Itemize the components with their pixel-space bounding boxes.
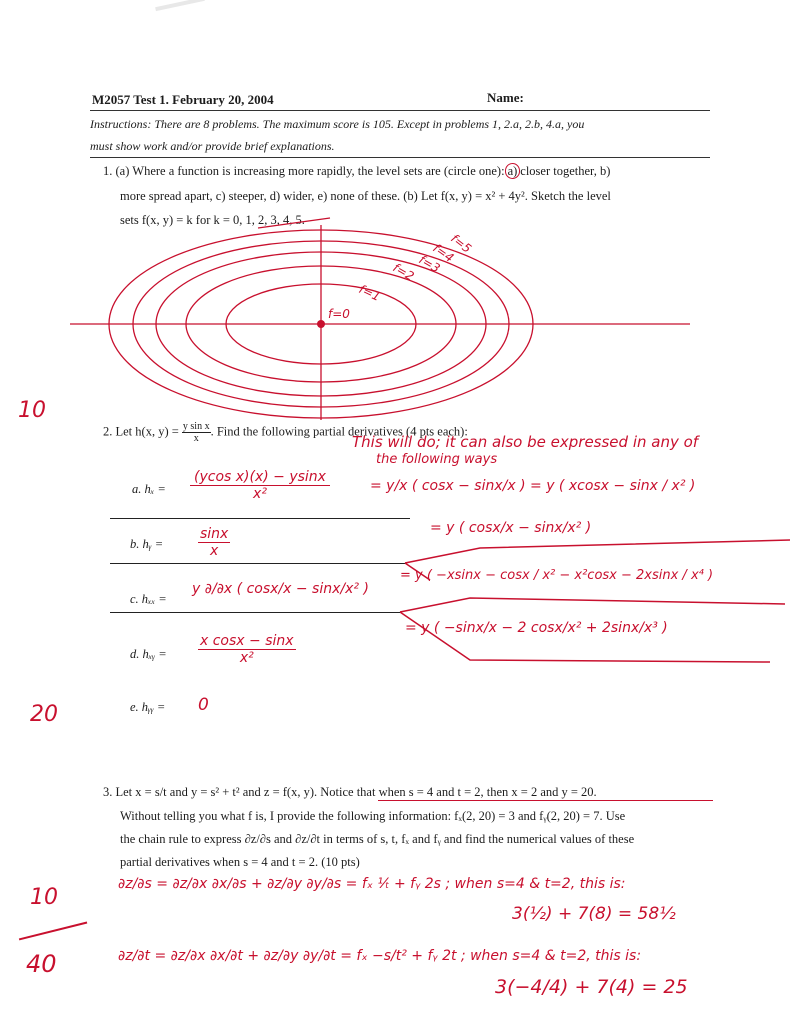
part-a-label: a. hₓ = (132, 482, 166, 496)
label-f1: f=1 (356, 282, 383, 304)
alt-form-a: = y/x ( cosx − sinx/x ) = y ( xcosx − sinx / x² ) (370, 478, 696, 494)
alt-form-c: = y ( −xsinx − cosx / x² − x²cosx − 2xsinx / x⁴ ) (400, 568, 714, 583)
name-label: Name: (487, 90, 524, 105)
problem2-intro-post: . Find the following partial derivatives (4 pts each): (210, 424, 468, 439)
problem2-intro-pre: 2. Let h(x, y) = (103, 424, 179, 439)
alt-form-d: = y ( −sinx/x − 2 cosx/x² + 2sinx/x³ ) (405, 620, 668, 636)
label-f2: f=2 (390, 260, 417, 284)
part-d-num: x cosx − sinx (200, 633, 294, 649)
note-line1: This will do; it can also be expressed in any of (352, 433, 699, 451)
result-dz-dt: 3(−4/4) + 7(4) = 25 (495, 976, 688, 998)
part-c-answer: y ∂/∂x ( cosx/x − sinx/x² ) (192, 581, 369, 597)
part-e-answer: 0 (198, 695, 209, 715)
part-a-num: (ycos x)(x) − ysinx (190, 469, 330, 486)
alt-form-b: = y ( cosx/x − sinx/x² ) (430, 520, 592, 536)
part-c-rule (110, 612, 400, 613)
test-title: M2057 Test 1. February 20, 2004 (92, 92, 274, 107)
part-b-label: b. hᵧ = (130, 537, 164, 551)
problem1-line1-text: 1. (a) Where a function is increasing more rapidly, the level sets are (circle one): (103, 164, 505, 178)
part-d-label: d. hₓᵧ = (130, 647, 167, 661)
problem3-line3: the chain rule to express ∂z/∂s and ∂z/∂t in terms of s, t, fₓ and fᵧ and find the numerical values of these (120, 832, 635, 846)
part-c-label: c. hₓₓ = (130, 592, 167, 606)
problem1-line1-text-b: closer together, b) (520, 164, 611, 178)
problem3-line2: Without telling you what f is, I provide the following information: fₓ(2, 20) = 3 and fᵧ(2, 20) = 7. Use (120, 809, 626, 823)
score-total: 40 (26, 950, 57, 978)
score-problem2: 20 (30, 702, 58, 727)
problem1-line3: sets f(x, y) = k for k = 0, 1, 2, 3, 4, 5. (120, 213, 305, 227)
part-d-den: x² (239, 650, 254, 666)
score-problem3: 10 (30, 885, 58, 910)
part-b-num: sinx (200, 526, 229, 542)
circled-choice-a: a) (505, 163, 521, 179)
work-dz-ds: ∂z/∂s = ∂z/∂x ∂x/∂s + ∂z/∂y ∂y/∂s = fₓ ¹⁄ₜ + fᵧ 2s ; when s=4 & t=2, this is: (118, 876, 626, 892)
label-f4: f=4 (430, 240, 457, 266)
instructions-line2: must show work and/or provide brief explanations. (90, 139, 335, 153)
problem3-line1: 3. Let x = s/t and y = s² + t² and z = f(x, y). Notice that when s = 4 and t = 2, then x = 2 and y = 20. (103, 785, 597, 799)
part-a-den: x² (253, 486, 267, 502)
frac-num: y sin x (182, 421, 210, 432)
work-dz-dt: ∂z/∂t = ∂z/∂x ∂x/∂t + ∂z/∂y ∂y/∂t = fₓ −s/t² + fᵧ 2t ; when s=4 & t=2, this is: (118, 948, 642, 964)
part-b-den: x (210, 543, 219, 559)
label-f3: f=3 (416, 252, 443, 276)
note-line2: the following ways (376, 452, 498, 467)
part-d-answer (198, 633, 296, 666)
problem1-line2: more spread apart, c) steeper, d) wider, e) none of these. (b) Let f(x, y) = x² + 4y². Sketch the level (120, 189, 611, 203)
problem3-line4: partial derivatives when s = 4 and t = 2. (10 pts) (120, 855, 360, 869)
label-f5: f=5 (448, 231, 475, 256)
score-problem1: 10 (18, 398, 46, 423)
result-dz-ds: 3(½) + 7(8) = 58½ (512, 904, 676, 924)
part-e-label: e. hᵧᵧ = (130, 700, 166, 714)
label-f0: f=0 (328, 307, 350, 321)
frac-den: x (193, 433, 199, 444)
problem3-underline (378, 800, 713, 801)
instructions-line1: Instructions: There are 8 problems. The maximum score is 105. Except in problems 1, 2.a, 2.b, 4.a, you (90, 117, 585, 131)
